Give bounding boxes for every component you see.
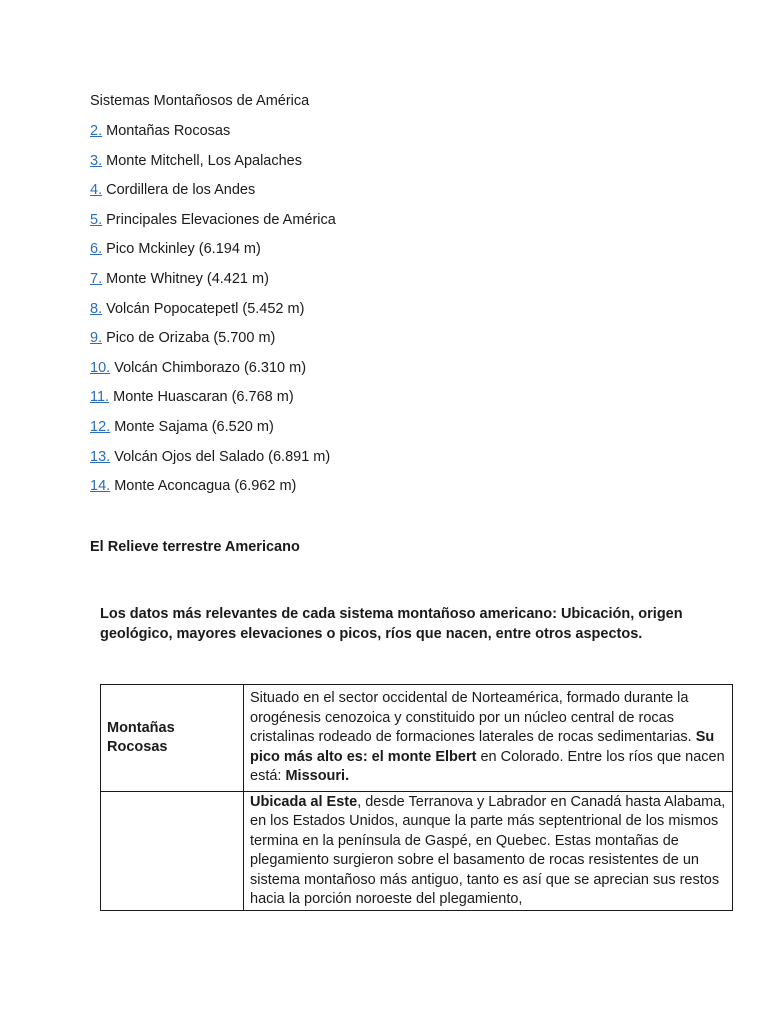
toc-item-label: Monte Huascaran (6.768 m): [113, 389, 294, 406]
toc-item-label: Principales Elevaciones de América: [106, 211, 336, 228]
page-title: Sistemas Montañosos de América: [90, 93, 310, 109]
toc-link[interactable]: 9.: [90, 330, 103, 347]
toc-item-label: Pico Mckinley (6.194 m): [106, 241, 261, 258]
toc-item: [90, 359, 336, 389]
description-text: , desde Terranova y Labrador en Canadá hasta Alabama, en los Estados Unidos, aunque la parte más septentrional de los mismos termina en la península de Gaspé, en Quebec. Estas montañas de plegamiento surgieron sobre el basamento de rocas resistentes de un sistema montañoso más antiguo, tanto es así que se aprecian sus restos hacia la porción noroeste del plegamiento,: [250, 793, 726, 907]
toc-item: [90, 152, 336, 182]
toc-item: [90, 477, 336, 507]
toc-item-label: Volcán Popocatepetl (5.452 m): [106, 300, 305, 317]
toc-link[interactable]: 5.: [90, 211, 103, 228]
description-text: Situado en el sector occidental de Norteamérica, formado durante la orogénesis cenozoica y constituido por un núcleo central de rocas cristalinas rodeado de formaciones laterales de rocas sedimentarias.: [250, 690, 696, 746]
toc-link[interactable]: 3.: [90, 152, 103, 169]
toc-item-label: Pico de Orizaba (5.700 m): [106, 330, 276, 347]
toc-link[interactable]: 13.: [90, 448, 111, 465]
toc-item-label: Volcán Ojos del Salado (6.891 m): [114, 448, 331, 465]
toc-item-label: Monte Sajama (6.520 m): [114, 418, 274, 435]
toc-item: [90, 329, 336, 359]
description-highlight: Missouri.: [285, 768, 350, 785]
toc-link[interactable]: 7.: [90, 270, 103, 287]
toc-item: [90, 122, 336, 152]
toc-item: [90, 388, 336, 418]
toc-item: [90, 181, 336, 211]
description-text: en Colorado. Entre los ríos que nacen está:: [250, 748, 725, 785]
intro-paragraph: Los datos más relevantes de cada sistema montañoso americano: Ubicación, origen geológico, mayores elevaciones o picos, ríos que nacen, entre otros aspectos.: [100, 606, 683, 642]
toc-link[interactable]: 11.: [90, 389, 110, 406]
mountain-description-cell: [244, 792, 733, 911]
toc-item-label: Monte Whitney (4.421 m): [106, 270, 269, 287]
description-highlight: Su pico más alto es: el monte Elbert: [250, 729, 715, 765]
toc-item: [90, 300, 336, 330]
table-row: [101, 685, 733, 792]
table-of-contents: [90, 122, 336, 507]
toc-item: [90, 240, 336, 270]
toc-link[interactable]: 2.: [90, 123, 103, 139]
toc-item-label: Monte Mitchell, Los Apalaches: [106, 152, 302, 169]
toc-item: [90, 448, 336, 478]
mountain-name-cell: [101, 792, 244, 911]
toc-item-label: Cordillera de los Andes: [106, 182, 256, 199]
toc-link[interactable]: 4.: [90, 182, 103, 199]
toc-link[interactable]: 10.: [90, 359, 111, 376]
toc-item: [90, 270, 336, 300]
description-highlight: Ubicada al Este: [250, 793, 358, 810]
section-heading: El Relieve terrestre Americano: [90, 539, 300, 555]
toc-item: [90, 211, 336, 241]
mountain-name-cell: Montañas Rocosas: [101, 685, 244, 792]
toc-link[interactable]: 6.: [90, 241, 103, 258]
toc-link[interactable]: 12.: [90, 418, 111, 435]
toc-item-label: Volcán Chimborazo (6.310 m): [114, 359, 307, 376]
toc-item-label: Montañas Rocosas: [106, 123, 231, 139]
toc-item-label: Monte Aconcagua (6.962 m): [114, 478, 297, 495]
table-row: [101, 792, 733, 911]
toc-link[interactable]: 14.: [90, 478, 111, 495]
mountain-description-cell: [244, 685, 733, 792]
mountain-systems-table: [100, 684, 733, 911]
toc-item: [90, 418, 336, 448]
toc-link[interactable]: 8.: [90, 300, 103, 317]
